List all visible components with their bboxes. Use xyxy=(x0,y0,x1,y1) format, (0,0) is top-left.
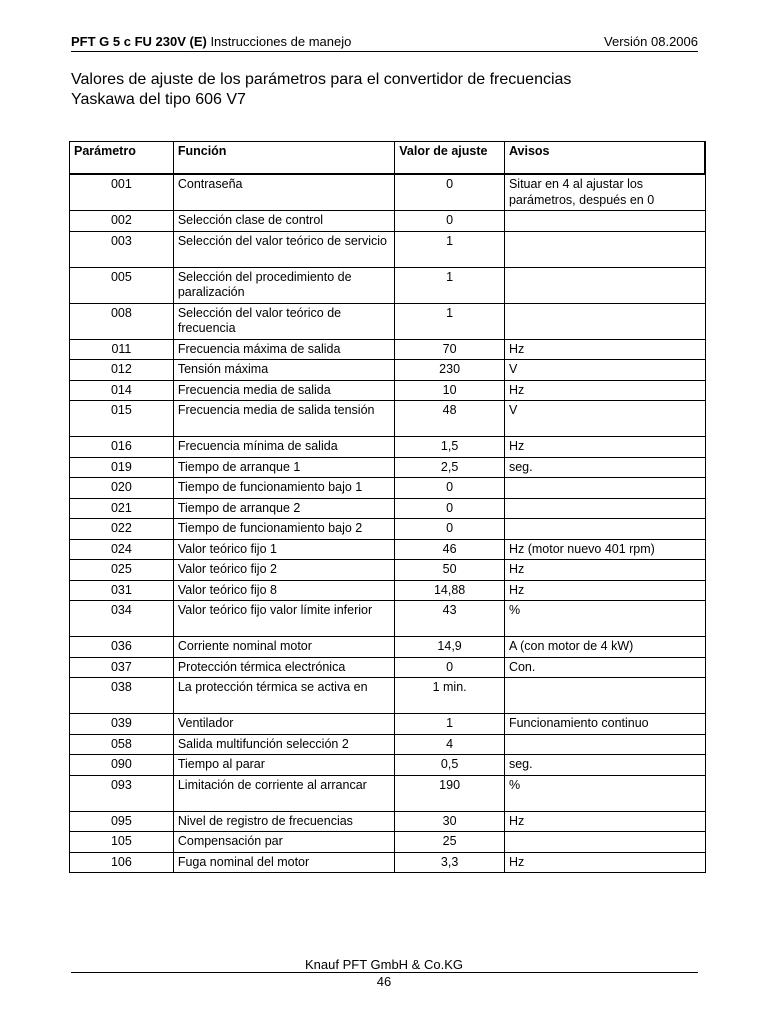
table-row xyxy=(70,775,706,811)
param-cell: 058 xyxy=(70,734,174,755)
avisos-cell: Hz (motor nuevo 401 rpm) xyxy=(504,539,705,560)
param-cell: 015 xyxy=(70,401,174,437)
avisos-cell: A (con motor de 4 kW) xyxy=(504,637,705,658)
avisos-cell xyxy=(504,519,705,540)
param-cell: 005 xyxy=(70,267,174,303)
param-cell: 021 xyxy=(70,498,174,519)
avisos-cell xyxy=(504,231,705,267)
param-cell: 039 xyxy=(70,714,174,735)
section-title-line-1: Valores de ajuste de los parámetros para el convertidor de frecuencias xyxy=(71,71,572,88)
document-title xyxy=(71,34,351,50)
table-row xyxy=(70,657,706,678)
table-row xyxy=(70,303,706,339)
funcion-cell: Valor teórico fijo 8 xyxy=(173,580,394,601)
valor-cell: 0 xyxy=(395,174,505,211)
param-cell: 034 xyxy=(70,601,174,637)
param-cell: 024 xyxy=(70,539,174,560)
param-cell: 031 xyxy=(70,580,174,601)
table-row xyxy=(70,637,706,658)
funcion-cell: Frecuencia máxima de salida xyxy=(173,339,394,360)
param-cell: 001 xyxy=(70,174,174,211)
avisos-cell xyxy=(504,678,705,714)
avisos-cell xyxy=(504,478,705,499)
funcion-cell: Ventilador xyxy=(173,714,394,735)
avisos-cell xyxy=(504,498,705,519)
funcion-cell: Frecuencia media de salida tensión xyxy=(173,401,394,437)
column-header-parametro: Parámetro xyxy=(70,142,174,175)
funcion-cell: Tiempo de funcionamiento bajo 1 xyxy=(173,478,394,499)
param-cell: 025 xyxy=(70,560,174,581)
table-row xyxy=(70,478,706,499)
valor-cell: 25 xyxy=(395,832,505,853)
document-version: Versión 08.2006 xyxy=(604,34,698,49)
valor-cell: 190 xyxy=(395,775,505,811)
valor-cell: 1 xyxy=(395,267,505,303)
funcion-cell: La protección térmica se activa en xyxy=(173,678,394,714)
valor-cell: 0 xyxy=(395,478,505,499)
valor-cell: 1 min. xyxy=(395,678,505,714)
param-cell: 003 xyxy=(70,231,174,267)
funcion-cell: Nivel de registro de frecuencias xyxy=(173,811,394,832)
param-cell: 012 xyxy=(70,360,174,381)
funcion-cell: Protección térmica electrónica xyxy=(173,657,394,678)
valor-cell: 1 xyxy=(395,231,505,267)
funcion-cell: Corriente nominal motor xyxy=(173,637,394,658)
avisos-cell xyxy=(504,832,705,853)
avisos-cell: Hz xyxy=(504,852,705,873)
funcion-cell: Selección del valor teórico de frecuencia xyxy=(173,303,394,339)
table-row xyxy=(70,380,706,401)
funcion-cell: Selección del procedimiento de paralización xyxy=(173,267,394,303)
avisos-cell: V xyxy=(504,360,705,381)
table-header-row xyxy=(70,142,706,175)
avisos-cell: seg. xyxy=(504,755,705,776)
funcion-cell: Tiempo al parar xyxy=(173,755,394,776)
funcion-cell: Valor teórico fijo 2 xyxy=(173,560,394,581)
table-row xyxy=(70,755,706,776)
param-cell: 022 xyxy=(70,519,174,540)
avisos-cell: V xyxy=(504,401,705,437)
table-row xyxy=(70,852,706,873)
funcion-cell: Tensión máxima xyxy=(173,360,394,381)
table-row xyxy=(70,519,706,540)
avisos-cell xyxy=(504,303,705,339)
funcion-cell: Salida multifunción selección 2 xyxy=(173,734,394,755)
funcion-cell: Contraseña xyxy=(173,174,394,211)
valor-cell: 2,5 xyxy=(395,457,505,478)
param-cell: 038 xyxy=(70,678,174,714)
param-cell: 036 xyxy=(70,637,174,658)
page-number: 46 xyxy=(376,974,392,989)
param-cell: 020 xyxy=(70,478,174,499)
avisos-cell: Hz xyxy=(504,560,705,581)
document-subtitle: Instrucciones de manejo xyxy=(206,34,352,49)
table-row xyxy=(70,539,706,560)
page-header xyxy=(71,34,698,50)
avisos-cell: % xyxy=(504,775,705,811)
valor-cell: 14,88 xyxy=(395,580,505,601)
param-cell: 016 xyxy=(70,437,174,458)
param-cell: 019 xyxy=(70,457,174,478)
avisos-cell: Funcionamiento continuo xyxy=(504,714,705,735)
param-cell: 090 xyxy=(70,755,174,776)
valor-cell: 48 xyxy=(395,401,505,437)
funcion-cell: Selección clase de control xyxy=(173,211,394,232)
avisos-cell: Con. xyxy=(504,657,705,678)
table-row xyxy=(70,498,706,519)
avisos-cell: Hz xyxy=(504,811,705,832)
valor-cell: 70 xyxy=(395,339,505,360)
table-row xyxy=(70,811,706,832)
avisos-cell: Hz xyxy=(504,380,705,401)
param-cell: 037 xyxy=(70,657,174,678)
valor-cell: 43 xyxy=(395,601,505,637)
valor-cell: 3,3 xyxy=(395,852,505,873)
table-body xyxy=(70,174,706,873)
funcion-cell: Selección del valor teórico de servicio xyxy=(173,231,394,267)
valor-cell: 4 xyxy=(395,734,505,755)
table-row xyxy=(70,174,706,211)
funcion-cell: Tiempo de funcionamiento bajo 2 xyxy=(173,519,394,540)
table-row xyxy=(70,714,706,735)
valor-cell: 0 xyxy=(395,519,505,540)
valor-cell: 1,5 xyxy=(395,437,505,458)
column-header-funcion: Función xyxy=(173,142,394,175)
valor-cell: 230 xyxy=(395,360,505,381)
valor-cell: 50 xyxy=(395,560,505,581)
avisos-cell: Hz xyxy=(504,437,705,458)
avisos-cell: % xyxy=(504,601,705,637)
column-header-avisos: Avisos xyxy=(504,142,705,175)
table-row xyxy=(70,437,706,458)
param-cell: 011 xyxy=(70,339,174,360)
funcion-cell: Compensación par xyxy=(173,832,394,853)
table-row xyxy=(70,339,706,360)
valor-cell: 0 xyxy=(395,211,505,232)
avisos-cell xyxy=(504,734,705,755)
table-row xyxy=(70,267,706,303)
funcion-cell: Tiempo de arranque 1 xyxy=(173,457,394,478)
funcion-cell: Limitación de corriente al arrancar xyxy=(173,775,394,811)
param-cell: 106 xyxy=(70,852,174,873)
avisos-cell: Hz xyxy=(504,580,705,601)
table-row xyxy=(70,734,706,755)
valor-cell: 0,5 xyxy=(395,755,505,776)
param-cell: 093 xyxy=(70,775,174,811)
valor-cell: 0 xyxy=(395,498,505,519)
funcion-cell: Tiempo de arranque 2 xyxy=(173,498,394,519)
footer-divider xyxy=(71,972,698,973)
param-cell: 095 xyxy=(70,811,174,832)
avisos-cell xyxy=(504,267,705,303)
funcion-cell: Valor teórico fijo 1 xyxy=(173,539,394,560)
table-row xyxy=(70,360,706,381)
footer-company: Knauf PFT GmbH & Co.KG xyxy=(305,957,463,972)
section-title xyxy=(71,70,711,110)
table-row xyxy=(70,457,706,478)
table-row xyxy=(70,580,706,601)
section-title-line-2: Yaskawa del tipo 606 V7 xyxy=(71,91,246,108)
valor-cell: 1 xyxy=(395,714,505,735)
avisos-cell: seg. xyxy=(504,457,705,478)
table-row xyxy=(70,832,706,853)
param-cell: 008 xyxy=(70,303,174,339)
table-row xyxy=(70,560,706,581)
table-row xyxy=(70,601,706,637)
valor-cell: 46 xyxy=(395,539,505,560)
valor-cell: 0 xyxy=(395,657,505,678)
avisos-cell: Situar en 4 al ajustar los parámetros, después en 0 xyxy=(504,174,705,211)
valor-cell: 1 xyxy=(395,303,505,339)
avisos-cell xyxy=(504,211,705,232)
funcion-cell: Valor teórico fijo valor límite inferior xyxy=(173,601,394,637)
valor-cell: 10 xyxy=(395,380,505,401)
param-cell: 002 xyxy=(70,211,174,232)
table-row xyxy=(70,211,706,232)
param-cell: 014 xyxy=(70,380,174,401)
table-row xyxy=(70,678,706,714)
parameter-table xyxy=(69,141,706,873)
funcion-cell: Fuga nominal del motor xyxy=(173,852,394,873)
header-divider xyxy=(71,51,698,52)
funcion-cell: Frecuencia mínima de salida xyxy=(173,437,394,458)
valor-cell: 30 xyxy=(395,811,505,832)
table-row xyxy=(70,231,706,267)
valor-cell: 14,9 xyxy=(395,637,505,658)
funcion-cell: Frecuencia media de salida xyxy=(173,380,394,401)
table-row xyxy=(70,401,706,437)
param-cell: 105 xyxy=(70,832,174,853)
column-header-valor: Valor de ajuste xyxy=(395,142,505,175)
avisos-cell: Hz xyxy=(504,339,705,360)
document-code: PFT G 5 c FU 230V (E) xyxy=(71,34,207,49)
